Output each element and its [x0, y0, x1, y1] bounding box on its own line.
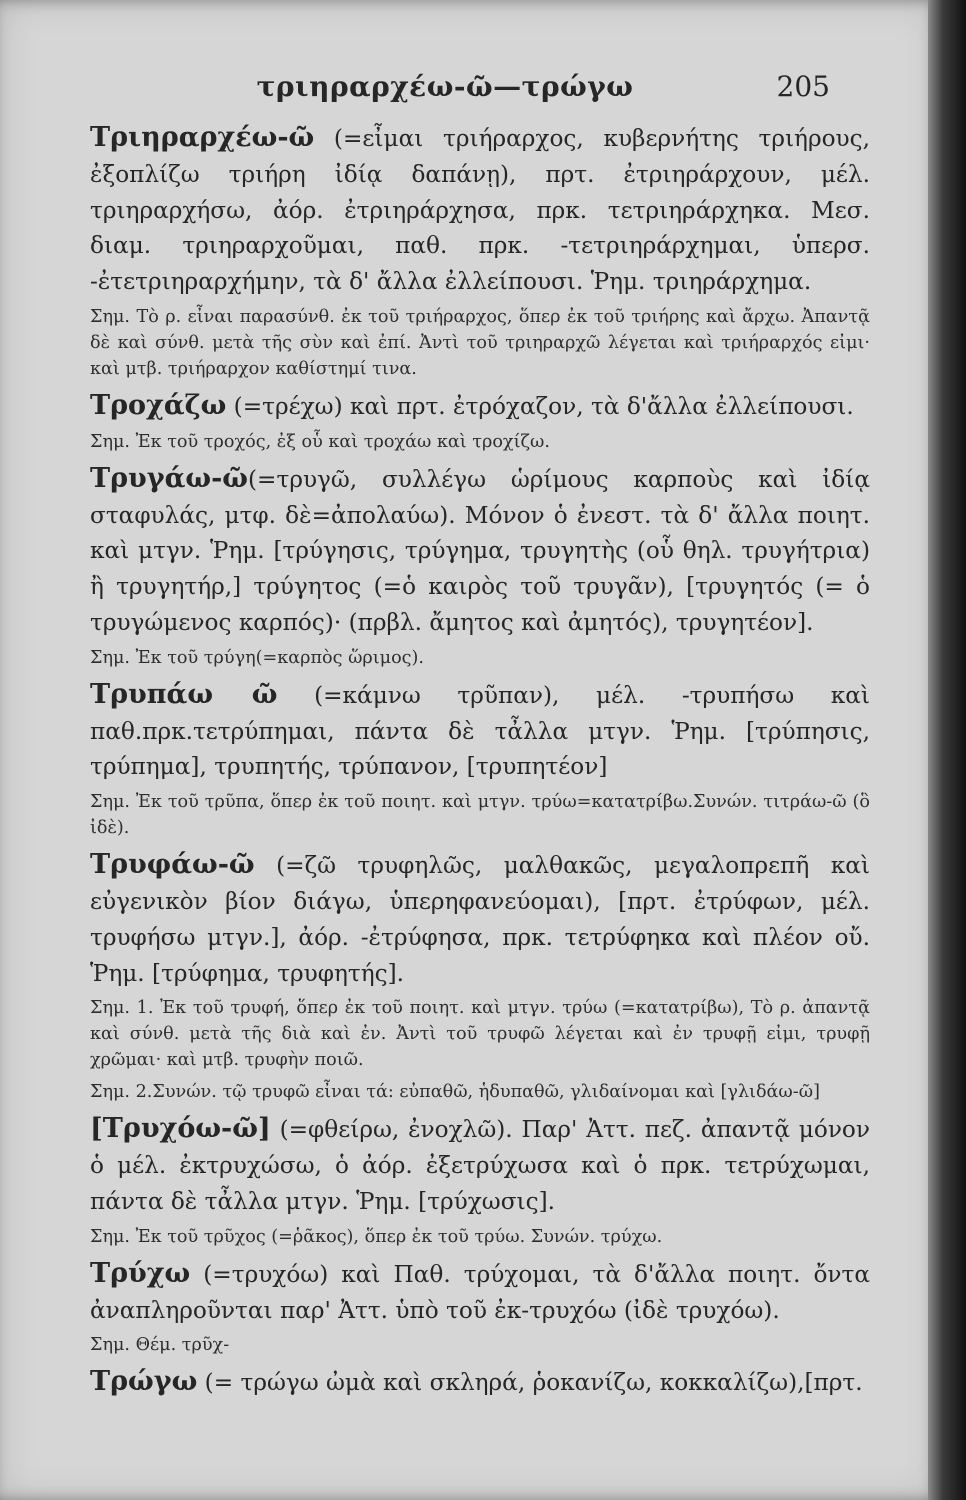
page-number: 205 — [776, 70, 830, 103]
entry-body: (=φθείρω, ἐνοχλῶ). Παρ' Ἀττ. πεζ. ἀπαντᾷ μόνον ὁ μέλ. ἐκτρυχώσω, ὁ ἀόρ. ἐξετρύχωσα καὶ ὁ πρκ. τετρύχωμαι, πάντα δὲ τἆλλα μτγν. Ῥημ. [τρύχωσις]. — [90, 1116, 870, 1215]
entry-body: (=εἶμαι τριήραρχος, κυβερνήτης τριήρους, ἐξοπλίζω τριήρη ἰδίᾳ δαπάνῃ), πρτ. ἐτριηράρχουν, μέλ. τριηραρχήσω, ἀόρ. ἐτριηράρχησα, πρκ. τετριηράρχηκα. Μεσ. διαμ. τριηραρχοῦμαι, παθ. πρκ. -τετριηράρχημαι, ὑπερσ. -ἐτετριηραρχήμην, τὰ δ' ἄλλα ἐλλείπουσι. Ῥημ. τριηράρχημα. — [90, 125, 870, 296]
entry-headword: [Τρυχόω-ῶ] — [90, 1113, 271, 1145]
dictionary-entry — [90, 461, 870, 641]
entry-headword: Τρυγάω-ῶ — [90, 462, 249, 494]
dictionary-entry — [90, 1364, 870, 1401]
entry-headword: Τρυφάω-ῶ — [90, 849, 255, 881]
entry-headword: Τρυπάω ῶ — [90, 678, 278, 710]
entry-headword: Τρώγω — [90, 1366, 198, 1398]
entry-body: (=κάμνω τρῦπαν), μέλ. -τρυπήσω καὶ παθ.πρκ.τετρύπημαι, πάντα δὲ τἆλλα μτγν. Ῥημ. [τρύπησις, τρύπημα], τρυπητής, τρύπανον, [τρυπητέον] — [90, 681, 870, 781]
running-head: τριηραρχέω-ῶ—τρώγω — [256, 70, 634, 103]
entry-headword: Τρύχω — [90, 1257, 191, 1289]
entry-note: Σημ. Ἐκ τοῦ τρῦπα, ὅπερ ἐκ τοῦ ποιητ. καὶ μτγν. τρύω=κατατρίβω.Συνών. τιτράω-ῶ (ὃ ἰδὲ). — [90, 792, 870, 839]
entry-note: Σημ. Ἐκ τοῦ τροχός, ἐξ οὗ καὶ τροχάω καὶ τροχίζω. — [90, 431, 550, 452]
entry-body: (=τρυγῶ, συλλέγω ὡρίμους καρποὺς καὶ ἰδίᾳ σταφυλάς, μτφ. δὲ=ἀπολαύω). Μόνον ὁ ἐνεστ. τὰ δ' ἄλλα ποιητ. καὶ μτγν. Ῥημ. [τρύγησις, τρύγημα, τρυγητὴς (οὗ θηλ. τρυγήτρια) ἢ τρυγητήρ,] τρύγητος (=ὁ καιρὸς τοῦ τρυγᾶν), [τρυγητός (= ὁ τρυγώμενος καρπός)· (πρβλ. ἄμητος καὶ ἀμητός), τρυγητέον]. — [90, 465, 870, 636]
dictionary-column — [90, 120, 870, 1401]
dictionary-entry — [90, 847, 870, 991]
entry-body: (=ζῶ τρυφηλῶς, μαλθακῶς, μεγαλοπρεπῆ καὶ εὐγενικὸν βίον διάγω, ὑπερηφανεύομαι), [πρτ. ἐτρύφων, μέλ. τρυφήσω μτγν.], ἀόρ. -ἐτρύφησα, πρκ. τετρύφηκα καὶ πλέον οὔ. Ῥημ. [τρύφημα, τρυφητής]. — [90, 852, 870, 987]
scan-edge-shadow — [928, 0, 966, 1500]
dictionary-entry — [90, 120, 870, 300]
entry-note: Σημ. Τὸ ρ. εἶναι παρασύνθ. ἐκ τοῦ τριήραρχος, ὅπερ ἐκ τοῦ τριήρης καὶ ἄρχω. Ἀπαντᾷ δὲ καὶ σύνθ. μετὰ τῆς σὺν καὶ ἐπί. Ἀντὶ τοῦ τριηραρχῶ λέγεται καὶ τριήραρχός εἰμι· καὶ μτβ. τριήραρχον καθίστημί τινα. — [90, 306, 870, 379]
entry-note: Σημ. 2.Συνών. τῷ τρυφῶ εἶναι τά: εὐπαθῶ, ἡδυπαθῶ, γλιδαίνομαι καὶ [γλιδάω-ῶ] — [90, 1082, 820, 1103]
dictionary-entry — [90, 677, 870, 785]
dictionary-entry — [90, 1111, 870, 1219]
entry-note: Σημ. 1. Ἐκ τοῦ τρυφή, ὅπερ ἐκ τοῦ ποιητ. καὶ μτγν. τρύω (=κατατρίβω), Τὸ ρ. ἀπαντᾷ καὶ σύνθ. μετὰ τῆς διὰ καὶ ἐν. Ἀντὶ τοῦ τρυφῶ λέγεται καὶ ἐν τρυφῇ εἰμι, τρυφῇ χρῶμαι· καὶ μτβ. τρυφὴν ποιῶ. — [90, 998, 870, 1071]
dictionary-entry — [90, 388, 870, 425]
entry-headword: Τροχάζω — [90, 389, 227, 421]
entry-body: (=τρυχόω) καὶ Παθ. τρύχομαι, τὰ δ'ἄλλα ποιητ. ὄντα ἀναπληροῦνται παρ' Ἀττ. ὑπὸ τοῦ ἐκ-τρυχόω (ἰδὲ τρυχόω). — [90, 1260, 870, 1324]
entry-note: Σημ. Θέμ. τρῦχ- — [90, 1335, 230, 1356]
entry-note: Σημ. Ἐκ τοῦ τρῦχος (=ῥᾶκος), ὅπερ ἐκ τοῦ τρύω. Συνών. τρύχω. — [90, 1226, 663, 1247]
entry-body: (= τρώγω ὠμὰ καὶ σκληρά, ῥοκανίζω, κοκκαλίζω),[πρτ. — [197, 1369, 863, 1397]
entry-headword: Τριηραρχέω-ῶ — [90, 122, 315, 153]
entry-body: (=τρέχω) καὶ πρτ. ἐτρόχαζον, τὰ δ'ἄλλα ἐλλείπουσι. — [226, 392, 854, 420]
page-header — [60, 70, 830, 104]
entry-note: Σημ. Ἐκ τοῦ τρύγη(=καρπὸς ὥριμος). — [90, 647, 424, 668]
dictionary-entry — [90, 1256, 870, 1329]
